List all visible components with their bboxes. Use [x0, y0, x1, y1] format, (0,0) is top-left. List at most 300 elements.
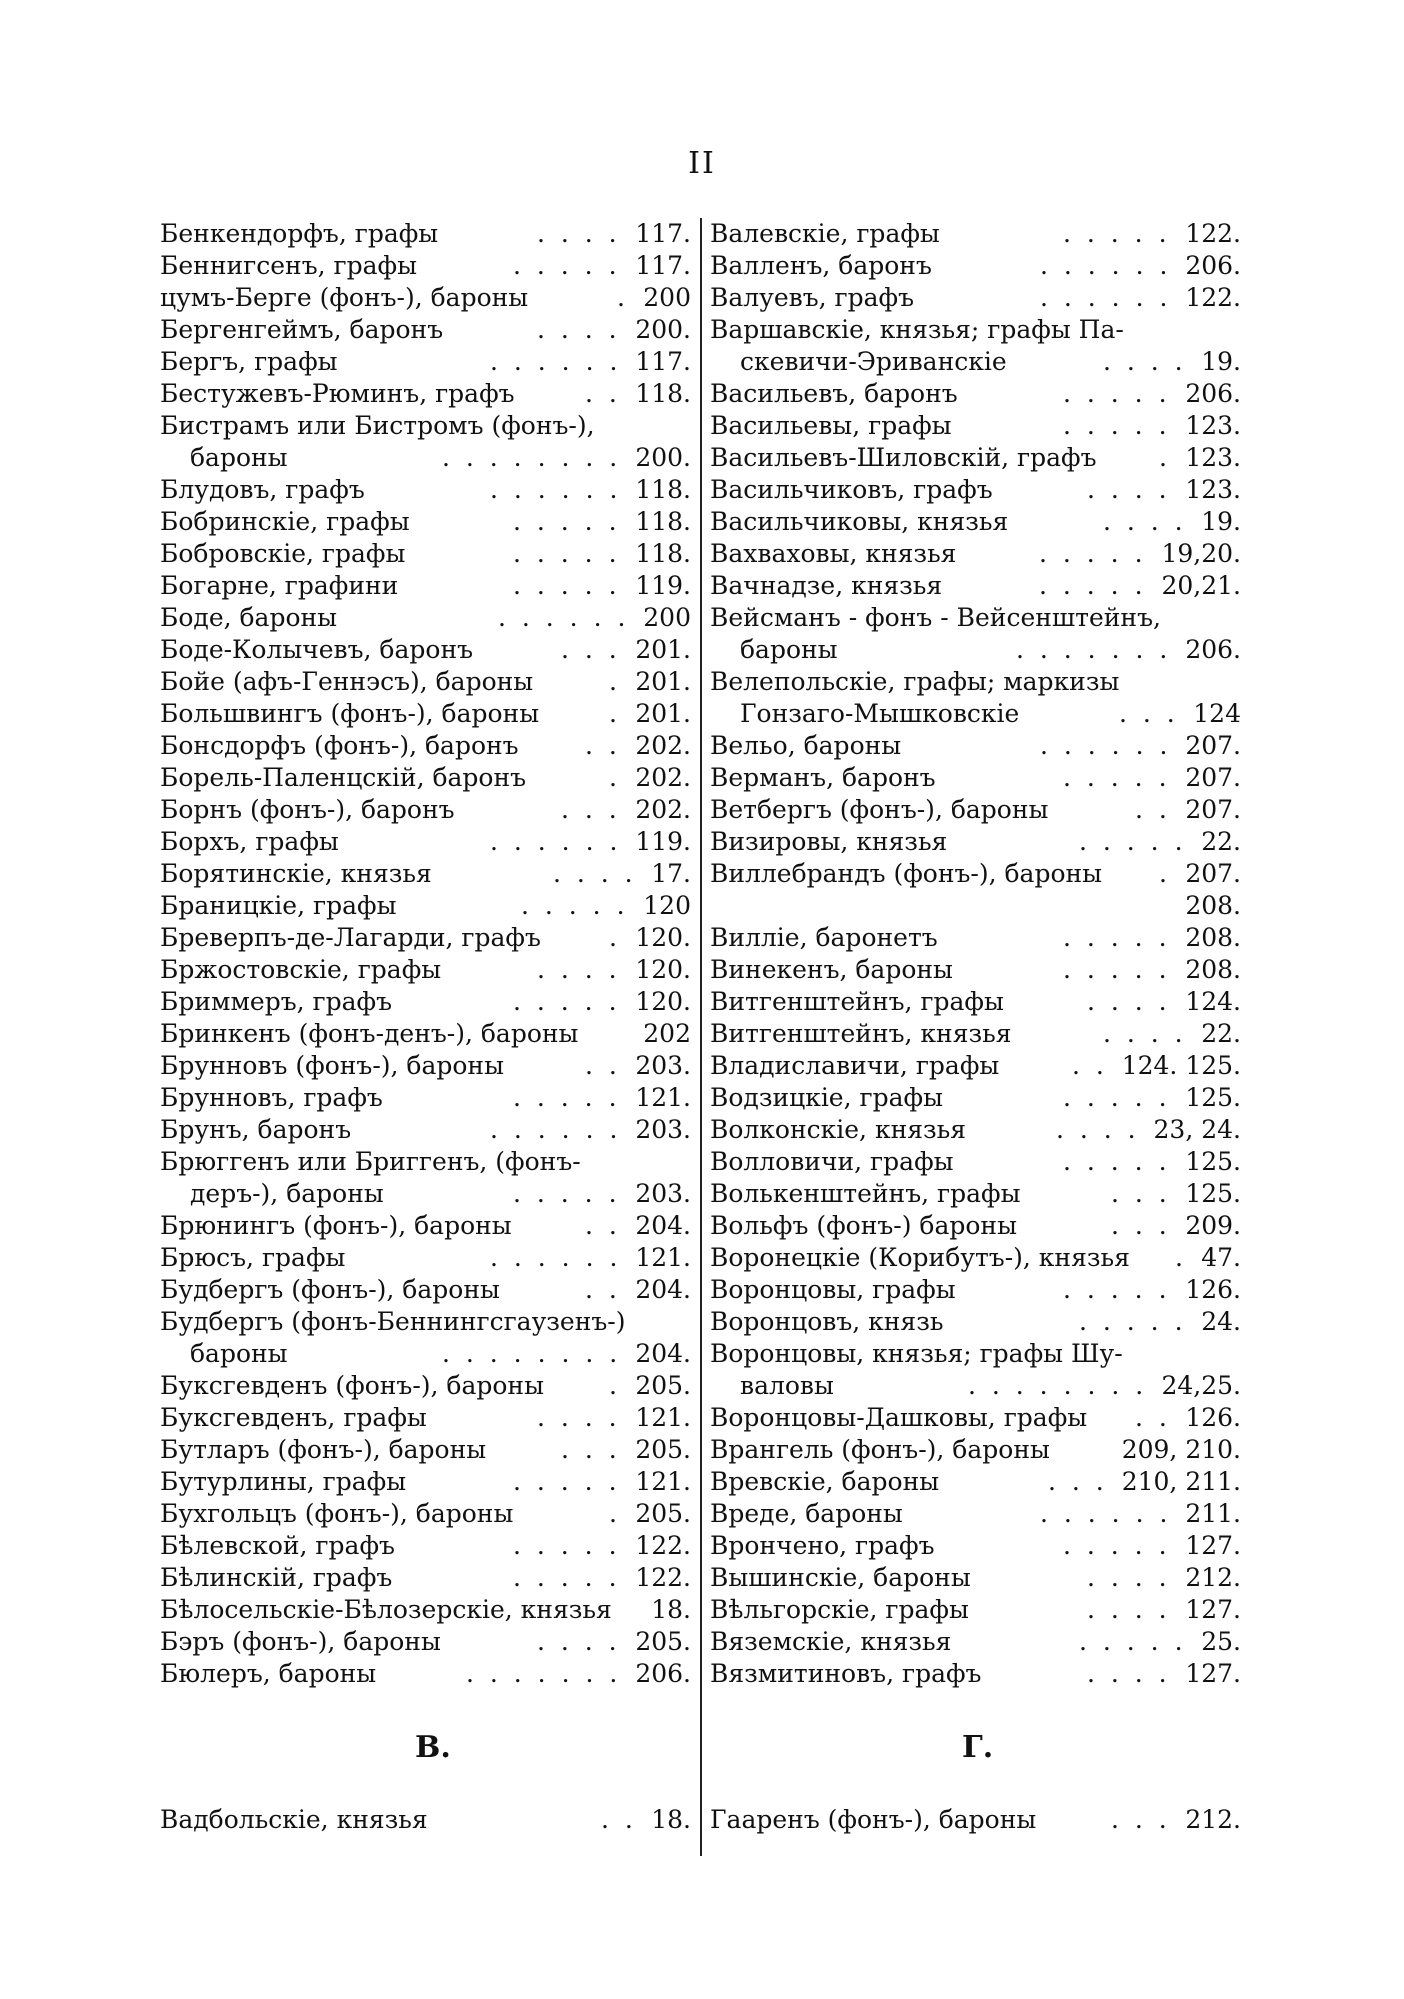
index-entry	[710, 794, 1245, 826]
index-entry-bottom-right	[710, 1804, 1245, 1836]
entry-name: Борнъ (фонъ-), баронъ	[160, 795, 455, 824]
index-entry	[160, 1594, 695, 1626]
entry-name: Бэръ (фонъ-), бароны	[160, 1627, 441, 1656]
index-entry	[160, 1050, 695, 1082]
entry-page: 119.	[635, 827, 691, 856]
index-entry	[160, 1082, 695, 1114]
entry-page: 122.	[1185, 283, 1241, 312]
entry-page: 22.	[1201, 1019, 1241, 1048]
entry-page: 207.	[1185, 859, 1241, 888]
entry-leader-dots: . . . .	[537, 315, 621, 344]
index-entry	[710, 1338, 1245, 1370]
index-entry	[710, 634, 1245, 666]
index-entry	[160, 730, 695, 762]
entry-name: Гааренъ (фонъ-), бароны	[710, 1805, 1037, 1834]
entry-name: Боде-Колычевъ, баронъ	[160, 635, 474, 664]
page-number: II	[688, 146, 716, 181]
entry-page: 19,20.	[1161, 539, 1241, 568]
entry-name: скевичи-Эриванскіе	[740, 347, 1007, 376]
entry-leader-dots: . . . . .	[1039, 571, 1147, 600]
entry-name: Гонзаго-Мышковскіе	[740, 699, 1020, 728]
index-entry	[710, 250, 1245, 282]
entry-name: Водзицкіе, графы	[710, 1083, 943, 1112]
index-column-right	[710, 218, 1245, 1690]
entry-page: 121.	[635, 1243, 691, 1272]
index-entry	[710, 1594, 1245, 1626]
entry-leader-dots: . . .	[1111, 1211, 1171, 1240]
entry-name: Борятинскіе, князья	[160, 859, 432, 888]
entry-leader-dots: . . . . . .	[490, 1115, 622, 1144]
entry-name: Брюсъ, графы	[160, 1243, 346, 1272]
entry-leader-dots: . . . .	[1103, 1019, 1187, 1048]
entry-name: Ветбергъ (фонъ-), бароны	[710, 795, 1049, 824]
entry-page: 203.	[635, 1051, 691, 1080]
entry-leader-dots: . . . . . .	[490, 475, 622, 504]
entry-page: 203.	[635, 1179, 691, 1208]
entry-leader-dots: . . . . .	[1063, 379, 1171, 408]
index-entry	[710, 1402, 1245, 1434]
entry-leader-dots: . . . . . .	[1040, 283, 1172, 312]
entry-page: 201.	[635, 699, 691, 728]
index-entry	[160, 666, 695, 698]
entry-leader-dots: . . . . . .	[490, 1243, 622, 1272]
entry-name: Бржостовскіе, графы	[160, 955, 442, 984]
entry-name: Брунновъ (фонъ-), бароны	[160, 1051, 504, 1080]
entry-leader-dots: . . .	[561, 635, 621, 664]
index-entry	[710, 282, 1245, 314]
entry-leader-dots: . . . .	[1087, 1659, 1171, 1688]
entry-leader-dots: . . . . . .	[490, 827, 622, 856]
entry-leader-dots: . . . . .	[1063, 1083, 1171, 1112]
index-entry	[710, 1114, 1245, 1146]
entry-leader-dots: . . . .	[553, 859, 637, 888]
entry-page: 201.	[635, 635, 691, 664]
index-entry	[160, 858, 695, 890]
entry-name: Беннигсенъ, графы	[160, 251, 417, 280]
entry-leader-dots: .	[1175, 1243, 1187, 1272]
entry-page: 206.	[1185, 635, 1241, 664]
entry-page: 18.	[651, 1595, 691, 1624]
index-entry	[710, 954, 1245, 986]
entry-page: 208.	[1185, 923, 1241, 952]
entry-leader-dots: . . . . .	[513, 507, 621, 536]
entry-leader-dots: . . .	[1111, 1805, 1171, 1834]
entry-leader-dots: .	[609, 923, 621, 952]
index-entry	[160, 1178, 695, 1210]
index-entry	[710, 826, 1245, 858]
entry-page: 212.	[1185, 1563, 1241, 1592]
entry-name: Вышинскіе, бароны	[710, 1563, 971, 1592]
entry-name: Воронцовы-Дашковы, графы	[710, 1403, 1088, 1432]
entry-page: 118.	[635, 507, 691, 536]
entry-leader-dots: . . . . . . . .	[442, 1339, 622, 1368]
entry-page: 201.	[635, 667, 691, 696]
entry-page: 120	[643, 891, 691, 920]
entry-leader-dots: . . . . . . .	[1016, 635, 1172, 664]
entry-leader-dots: . . . .	[1087, 1563, 1171, 1592]
entry-name: Брунновъ, графъ	[160, 1083, 383, 1112]
index-entry	[160, 1626, 695, 1658]
entry-leader-dots: . . . . . .	[1040, 1499, 1172, 1528]
entry-leader-dots: . . . . .	[513, 251, 621, 280]
entry-page: 204.	[635, 1339, 691, 1368]
entry-name: Врончено, графъ	[710, 1531, 935, 1560]
entry-name: Васильевы, графы	[710, 411, 952, 440]
section-heading-v: В.	[415, 1730, 451, 1765]
entry-name: Вахваховы, князья	[710, 539, 957, 568]
entry-leader-dots: . .	[585, 1051, 621, 1080]
entry-page: 206.	[1185, 251, 1241, 280]
entry-leader-dots: . . .	[1048, 1467, 1108, 1496]
index-entry	[160, 1562, 695, 1594]
index-entry	[160, 250, 695, 282]
entry-page: 202	[643, 1019, 691, 1048]
index-entry	[710, 346, 1245, 378]
entry-name: Вачнадзе, князья	[710, 571, 943, 600]
index-entry	[710, 890, 1245, 922]
index-entry	[160, 1338, 695, 1370]
entry-leader-dots: . . . . .	[1063, 955, 1171, 984]
entry-leader-dots: . . . . . .	[490, 347, 622, 376]
index-entry	[160, 634, 695, 666]
entry-name: Бѣлевской, графъ	[160, 1531, 395, 1560]
index-entry-bottom-left	[160, 1804, 695, 1836]
entry-name: деръ-), бароны	[190, 1179, 384, 1208]
entry-name: цумъ-Берге (фонъ-), бароны	[160, 283, 529, 312]
entry-name: Воронцовъ, князь	[710, 1307, 944, 1336]
entry-leader-dots: . . . . . . . .	[442, 443, 622, 472]
entry-name: Бистрамъ или Бистромъ (фонъ-),	[160, 411, 595, 440]
entry-name: Будбергъ (фонъ-), бароны	[160, 1275, 500, 1304]
entry-name: Борель-Паленцскій, баронъ	[160, 763, 527, 792]
section-heading-g: Г.	[962, 1730, 994, 1765]
entry-page: 118.	[635, 475, 691, 504]
entry-page: 125.	[1185, 1179, 1241, 1208]
entry-page: 122.	[1185, 219, 1241, 248]
entry-name: Волькенштейнъ, графы	[710, 1179, 1021, 1208]
index-entry	[160, 570, 695, 602]
entry-leader-dots: .	[609, 763, 621, 792]
entry-leader-dots: . . . . . . .	[466, 1659, 622, 1688]
index-entry	[160, 1498, 695, 1530]
index-entry	[160, 1402, 695, 1434]
index-entry	[160, 762, 695, 794]
index-entry	[160, 698, 695, 730]
entry-page: 200.	[635, 443, 691, 472]
entry-name: Буксгевденъ, графы	[160, 1403, 427, 1432]
entry-name: Браницкіе, графы	[160, 891, 397, 920]
entry-leader-dots: . . . . .	[1079, 827, 1187, 856]
entry-page: 200.	[635, 315, 691, 344]
entry-leader-dots: . . . . .	[1063, 1147, 1171, 1176]
entry-page: 18.	[651, 1805, 691, 1834]
entry-name: Большвингъ (фонъ-), бароны	[160, 699, 540, 728]
entry-page: 125.	[1185, 1147, 1241, 1176]
entry-name: Врангель (фонъ-), бароны	[710, 1435, 1050, 1464]
entry-page: 209, 210.	[1121, 1435, 1241, 1464]
entry-page: 207.	[1185, 731, 1241, 760]
entry-name: Владиславичи, графы	[710, 1051, 1000, 1080]
entry-name: Васильчиковы, князья	[710, 507, 1009, 536]
entry-leader-dots: . . . . .	[1063, 923, 1171, 952]
index-entry	[710, 1146, 1245, 1178]
entry-name: Брюггенъ или Бриггенъ, (фонъ-	[160, 1147, 581, 1176]
entry-name: Виллie, баронетъ	[710, 923, 938, 952]
index-entry	[160, 410, 695, 442]
entry-name: Волконскіе, князья	[710, 1115, 967, 1144]
index-column-left	[160, 218, 695, 1690]
entry-leader-dots: .	[617, 283, 629, 312]
entry-page: 117.	[635, 219, 691, 248]
entry-page: 127.	[1185, 1531, 1241, 1560]
entry-name: Бухгольцъ (фонъ-), бароны	[160, 1499, 514, 1528]
entry-name: Бюлеръ, бароны	[160, 1659, 377, 1688]
entry-page: 23, 24.	[1153, 1115, 1241, 1144]
index-entry	[710, 538, 1245, 570]
index-entry	[710, 570, 1245, 602]
index-entry	[710, 1498, 1245, 1530]
entry-leader-dots: . .	[585, 379, 621, 408]
index-entry	[160, 1274, 695, 1306]
entry-page: 212.	[1185, 1805, 1241, 1834]
entry-page: 19.	[1201, 507, 1241, 536]
index-entry	[160, 282, 695, 314]
index-entry	[710, 410, 1245, 442]
entry-name: Вольфъ (фонъ-) бароны	[710, 1211, 1017, 1240]
entry-name: Винекенъ, бароны	[710, 955, 953, 984]
index-entry	[160, 314, 695, 346]
entry-name: Васильевъ, баронъ	[710, 379, 958, 408]
entry-page: 47.	[1201, 1243, 1241, 1272]
index-entry	[710, 762, 1245, 794]
index-entry	[710, 1370, 1245, 1402]
entry-leader-dots: . . . . .	[513, 1563, 621, 1592]
entry-name: Варшавскіе, князья; графы Па-	[710, 315, 1124, 344]
entry-page: 117.	[635, 251, 691, 280]
entry-page: 207.	[1185, 763, 1241, 792]
entry-name: Волловичи, графы	[710, 1147, 954, 1176]
entry-leader-dots: . . . . .	[513, 571, 621, 600]
index-entry	[710, 1466, 1245, 1498]
index-entry	[710, 1626, 1245, 1658]
entry-name: Васильчиковъ, графъ	[710, 475, 993, 504]
entry-name: Воронцовы, князья; графы Шу-	[710, 1339, 1123, 1368]
entry-page: 121.	[635, 1403, 691, 1432]
entry-page: 17.	[651, 859, 691, 888]
entry-page: 120.	[635, 923, 691, 952]
entry-name: Бергъ, графы	[160, 347, 338, 376]
entry-page: 121.	[635, 1467, 691, 1496]
entry-leader-dots: . .	[585, 1275, 621, 1304]
entry-leader-dots: . . . .	[537, 1403, 621, 1432]
index-entry	[710, 698, 1245, 730]
entry-leader-dots: .	[609, 667, 621, 696]
entry-page: 117.	[635, 347, 691, 376]
entry-name: Бергенгеймъ, баронъ	[160, 315, 444, 344]
entry-page: 205.	[635, 1499, 691, 1528]
entry-page: 204.	[635, 1211, 691, 1240]
entry-name: Бонсдорфъ (фонъ-), баронъ	[160, 731, 519, 760]
entry-page: 204.	[635, 1275, 691, 1304]
entry-name: Бѣлосельскіе-Бѣлозерскіе, князья	[160, 1595, 612, 1624]
entry-leader-dots: . . . . .	[1063, 411, 1171, 440]
entry-leader-dots: . . .	[561, 1435, 621, 1464]
index-entry	[710, 602, 1245, 634]
entry-leader-dots: . .	[1072, 1051, 1108, 1080]
entry-leader-dots: . . . .	[1056, 1115, 1140, 1144]
entry-leader-dots: . . . .	[1087, 475, 1171, 504]
index-entry	[160, 442, 695, 474]
index-entry	[710, 474, 1245, 506]
entry-name: Брунъ, баронъ	[160, 1115, 352, 1144]
entry-leader-dots: . . . . . .	[1040, 731, 1172, 760]
entry-name: Брюнингъ (фонъ-), бароны	[160, 1211, 512, 1240]
entry-page: 118.	[635, 379, 691, 408]
index-entry	[710, 730, 1245, 762]
entry-leader-dots: .	[609, 1499, 621, 1528]
index-entry	[710, 506, 1245, 538]
entry-leader-dots: . .	[601, 1805, 637, 1834]
entry-leader-dots: . . . .	[537, 1627, 621, 1656]
entry-leader-dots: . . . .	[1087, 987, 1171, 1016]
entry-leader-dots: . . . . .	[513, 1467, 621, 1496]
entry-leader-dots: . . . . .	[1063, 219, 1171, 248]
entry-page: 123.	[1185, 411, 1241, 440]
index-entry	[710, 1434, 1245, 1466]
entry-page: 203.	[635, 1115, 691, 1144]
entry-leader-dots: . . . . .	[513, 987, 621, 1016]
index-entry	[710, 1274, 1245, 1306]
index-entry	[710, 1018, 1245, 1050]
index-entry	[160, 826, 695, 858]
entry-name: Вельо, бароны	[710, 731, 902, 760]
entry-leader-dots: .	[609, 699, 621, 728]
entry-page: 205.	[635, 1371, 691, 1400]
entry-page: 119.	[635, 571, 691, 600]
entry-name: Вадбольскіе, князья	[160, 1805, 428, 1834]
entry-name: Верманъ, баронъ	[710, 763, 936, 792]
entry-page: 121.	[635, 1083, 691, 1112]
entry-page: 120.	[635, 955, 691, 984]
entry-name: Боде, бароны	[160, 603, 338, 632]
entry-page: 122.	[635, 1531, 691, 1560]
entry-page: 19.	[1201, 347, 1241, 376]
entry-leader-dots: .	[1159, 443, 1171, 472]
index-entry	[710, 218, 1245, 250]
index-entry	[710, 1082, 1245, 1114]
entry-name: бароны	[190, 443, 288, 472]
entry-leader-dots: . .	[1135, 1403, 1171, 1432]
entry-leader-dots: . . . .	[1103, 507, 1187, 536]
index-entry	[710, 666, 1245, 698]
entry-name: Воронцовы, графы	[710, 1275, 956, 1304]
entry-name: Буксгевденъ (фонъ-), бароны	[160, 1371, 544, 1400]
index-entry	[160, 1370, 695, 1402]
index-entry	[160, 1466, 695, 1498]
index-entry	[710, 442, 1245, 474]
entry-page: 124.	[1185, 987, 1241, 1016]
index-entry	[160, 1530, 695, 1562]
index-entry	[160, 890, 695, 922]
entry-leader-dots: . . .	[1119, 699, 1179, 728]
index-entry	[710, 858, 1245, 890]
entry-name: Васильевъ-Шиловскій, графъ	[710, 443, 1097, 472]
index-entry	[160, 954, 695, 986]
entry-name: Бутларъ (фонъ-), бароны	[160, 1435, 487, 1464]
index-entry	[160, 538, 695, 570]
entry-name: Бриммеръ, графъ	[160, 987, 393, 1016]
entry-name: Вязмитиновъ, графъ	[710, 1659, 982, 1688]
entry-leader-dots: . . . . . .	[498, 603, 630, 632]
entry-leader-dots: . . . . .	[1039, 539, 1147, 568]
entry-name: Валленъ, баронъ	[710, 251, 932, 280]
entry-page: 206.	[635, 1659, 691, 1688]
entry-leader-dots: . .	[1135, 795, 1171, 824]
index-entry	[160, 1434, 695, 1466]
entry-page: 122.	[635, 1563, 691, 1592]
entry-page: 205.	[635, 1627, 691, 1656]
entry-page: 118.	[635, 539, 691, 568]
index-entry	[160, 378, 695, 410]
index-entry	[710, 1530, 1245, 1562]
index-entry	[710, 1050, 1245, 1082]
entry-name: Будбергъ (фонъ-Беннингсгаузенъ-)	[160, 1307, 626, 1336]
entry-name: Витгенштейнъ, графы	[710, 987, 1004, 1016]
entry-name: Валуевъ, графъ	[710, 283, 915, 312]
entry-page: 210, 211.	[1121, 1467, 1241, 1496]
index-entry	[160, 1018, 695, 1050]
entry-page: 207.	[1185, 795, 1241, 824]
entry-leader-dots: .	[1159, 859, 1171, 888]
column-divider	[700, 218, 702, 1856]
entry-name: Визировы, князья	[710, 827, 948, 856]
entry-name: Вѣльгорскіе, графы	[710, 1595, 969, 1624]
entry-name: Воронецкіе (Корибутъ-), князья	[710, 1243, 1130, 1272]
index-entry	[160, 1242, 695, 1274]
entry-leader-dots: . . . . .	[513, 1531, 621, 1560]
entry-leader-dots: . . . . .	[513, 1179, 621, 1208]
entry-name: Вреде, бароны	[710, 1499, 903, 1528]
index-entry	[160, 1306, 695, 1338]
entry-leader-dots: . . . . .	[513, 539, 621, 568]
entry-page: 200	[643, 603, 691, 632]
index-entry	[160, 1210, 695, 1242]
index-entry	[710, 1210, 1245, 1242]
entry-page: 25.	[1201, 1627, 1241, 1656]
entry-leader-dots: . . . .	[1103, 347, 1187, 376]
entry-leader-dots: . . .	[561, 795, 621, 824]
index-entry	[160, 474, 695, 506]
index-entry	[160, 986, 695, 1018]
entry-name: Бринкенъ (фонъ-денъ-), бароны	[160, 1019, 579, 1048]
index-entry	[710, 1242, 1245, 1274]
entry-page: 200	[643, 283, 691, 312]
entry-page: 205.	[635, 1435, 691, 1464]
index-entry	[710, 922, 1245, 954]
entry-name: Бутурлины, графы	[160, 1467, 407, 1496]
entry-page: 208.	[1185, 891, 1241, 920]
entry-leader-dots: . . . . .	[1079, 1627, 1187, 1656]
entry-name: Валевскіе, графы	[710, 219, 940, 248]
entry-leader-dots: . . . . .	[521, 891, 629, 920]
entry-leader-dots: . . . . . .	[1040, 251, 1172, 280]
entry-page: 209.	[1185, 1211, 1241, 1240]
index-entry	[160, 1114, 695, 1146]
entry-page: 120.	[635, 987, 691, 1016]
entry-page: 202.	[635, 795, 691, 824]
entry-name: Бестужевъ-Рюминъ, графъ	[160, 379, 515, 408]
index-entry	[710, 1658, 1245, 1690]
